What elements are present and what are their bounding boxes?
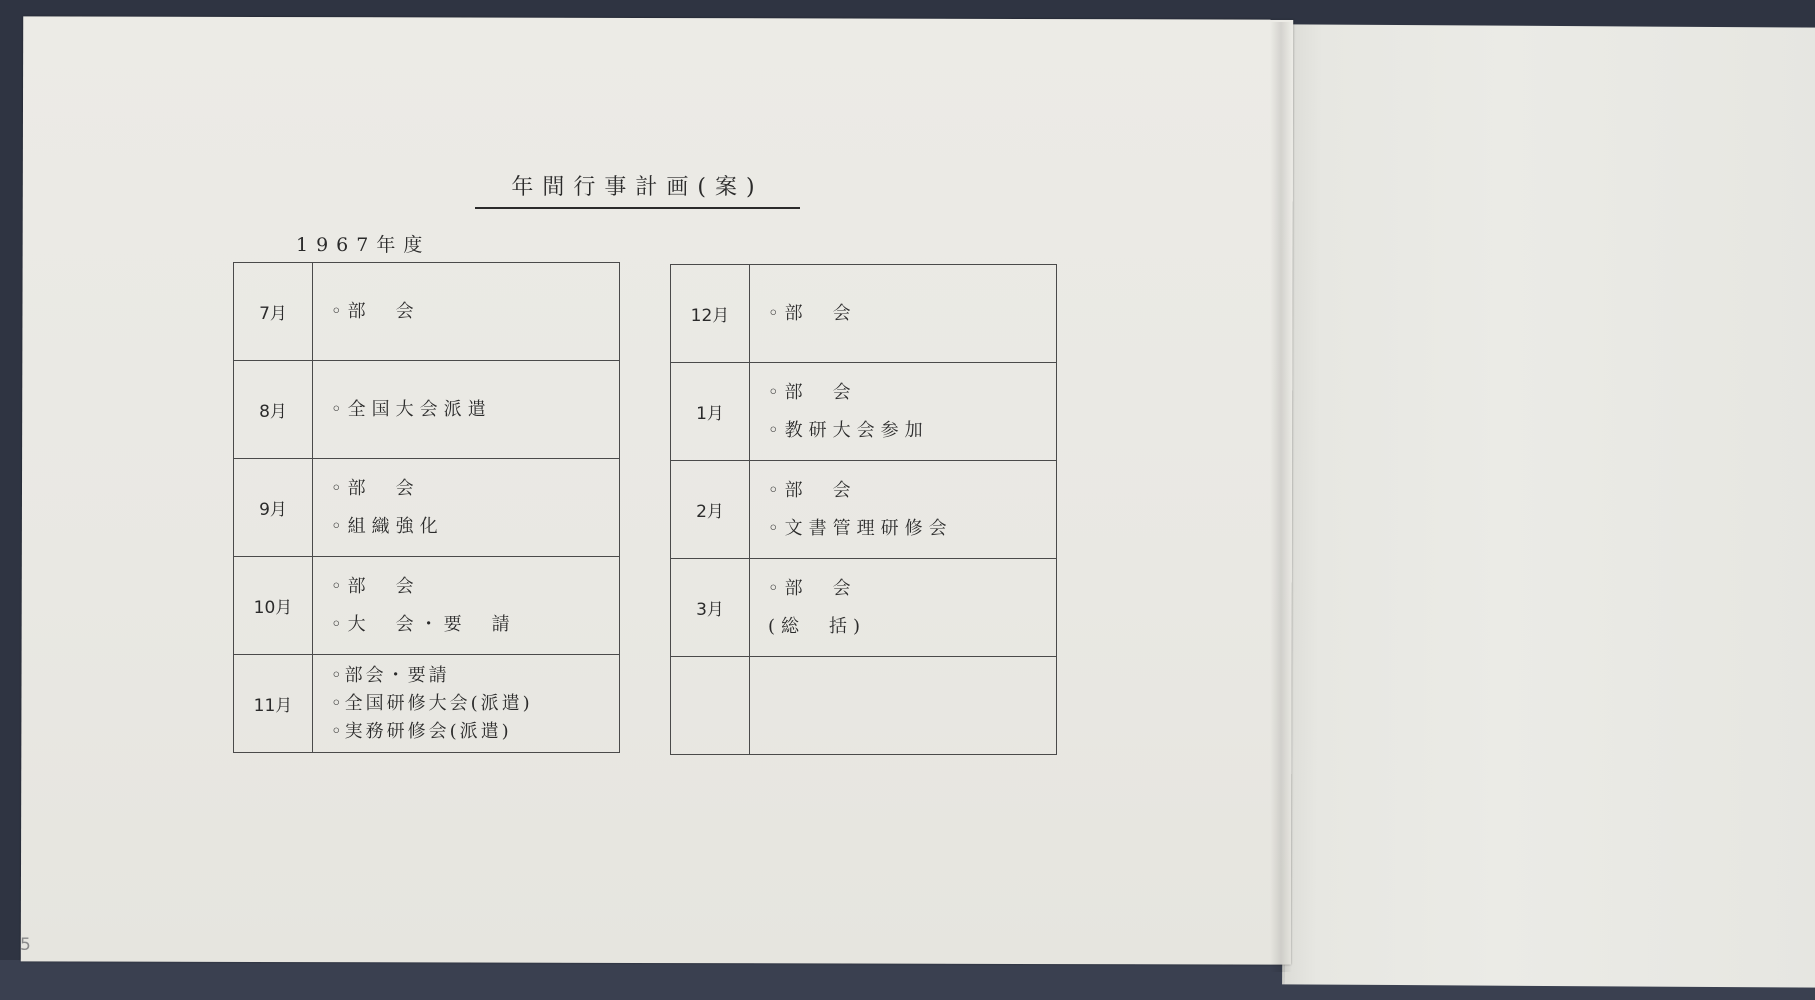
month-cell: 9月 xyxy=(234,459,313,557)
events-cell xyxy=(313,263,620,361)
month-cell xyxy=(671,657,750,755)
month-cell: 12月 xyxy=(671,265,750,363)
event-item: ◦部 会 xyxy=(331,477,420,499)
events-cell xyxy=(750,657,1057,755)
table-row xyxy=(234,263,620,361)
event-item: ◦部 会 xyxy=(768,479,857,501)
event-item: ◦全国研修大会(派遣) xyxy=(331,692,533,714)
table-row xyxy=(671,559,1057,657)
event-item: ◦教研大会参加 xyxy=(768,419,929,441)
page-fold xyxy=(1270,22,1292,972)
events-cell xyxy=(313,557,620,655)
event-item: ◦大 会・要 請 xyxy=(331,613,516,635)
right-page-blank xyxy=(1282,24,1815,987)
table-row xyxy=(234,459,620,557)
event-item: ◦組織強化 xyxy=(331,515,444,537)
month-cell: 2月 xyxy=(671,461,750,559)
events-cell xyxy=(313,361,620,459)
table-row xyxy=(671,363,1057,461)
events-cell xyxy=(750,265,1057,363)
events-cell xyxy=(313,655,620,753)
table-row xyxy=(234,361,620,459)
month-cell: 10月 xyxy=(234,557,313,655)
table-row-empty xyxy=(671,657,1057,755)
event-item: ◦部 会 xyxy=(768,577,857,599)
month-cell: 7月 xyxy=(234,263,313,361)
event-item: ◦部 会 xyxy=(768,381,857,403)
events-cell xyxy=(750,559,1057,657)
event-item: ◦実務研修会(派遣) xyxy=(331,720,512,742)
table-row xyxy=(671,461,1057,559)
month-cell: 8月 xyxy=(234,361,313,459)
events-cell xyxy=(750,363,1057,461)
event-item: ◦部会・要請 xyxy=(331,664,450,686)
page-number: 5 xyxy=(20,935,31,955)
event-item: ◦部 会 xyxy=(331,575,420,597)
schedule-table-left xyxy=(233,262,620,753)
event-item: ◦部 会 xyxy=(768,302,857,324)
table-row xyxy=(234,655,620,753)
table-row xyxy=(671,265,1057,363)
event-item: (総 括) xyxy=(768,615,867,637)
table-row xyxy=(234,557,620,655)
schedule-table-right xyxy=(670,264,1057,755)
event-item: ◦部 会 xyxy=(331,300,420,322)
event-item: ◦全国大会派遣 xyxy=(331,398,492,420)
document-title: 年間行事計画(案) xyxy=(475,170,800,209)
fiscal-year: 1967年度 xyxy=(296,234,431,256)
events-cell xyxy=(313,459,620,557)
month-cell: 1月 xyxy=(671,363,750,461)
events-cell xyxy=(750,461,1057,559)
left-page xyxy=(21,16,1293,964)
event-item: ◦文書管理研修会 xyxy=(768,517,953,539)
month-cell: 11月 xyxy=(234,655,313,753)
month-cell: 3月 xyxy=(671,559,750,657)
